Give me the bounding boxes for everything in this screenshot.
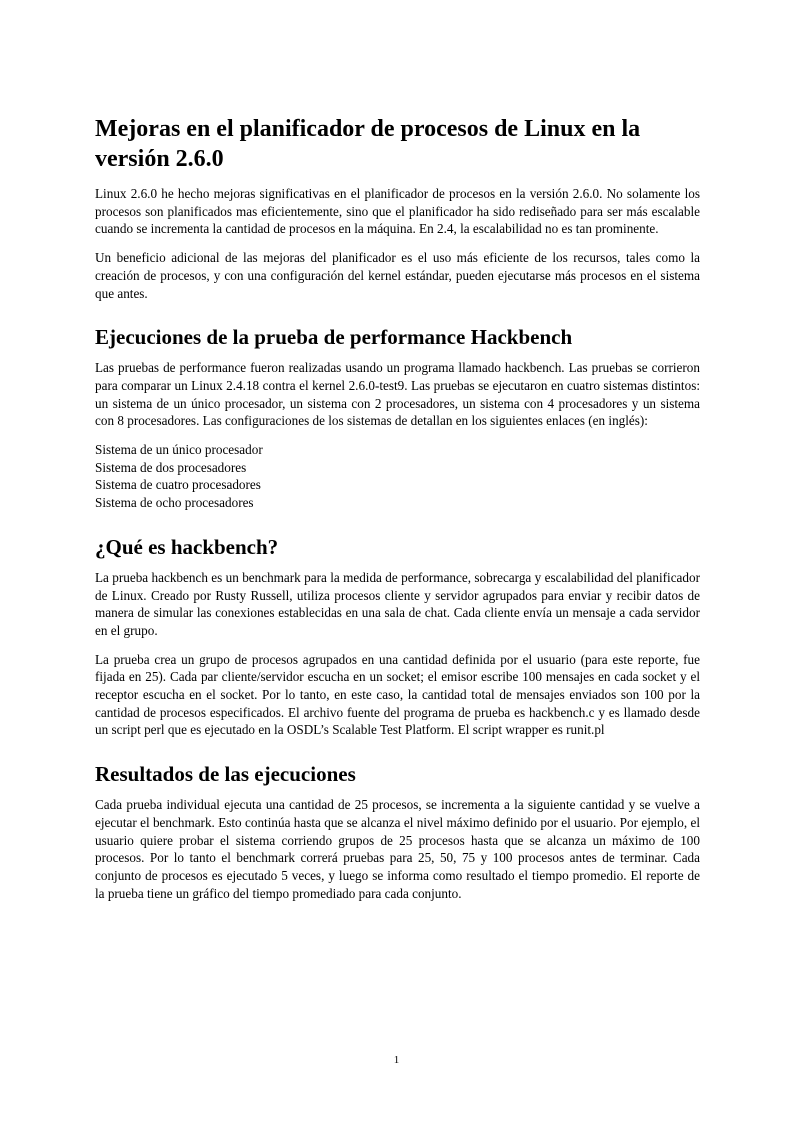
link-four-processors[interactable]: Sistema de cuatro procesadores — [95, 477, 261, 493]
section-paragraph: Las pruebas de performance fueron realizadas usando un programa llamado hackbench. Las pruebas se corrieron para comparar un Linux 2.4.18 contra el kernel 2.6.0-test9. Las pruebas se ejecutaron en cuatro sistemas distintos: un sistema de un único procesador, un sistema con 2 procesadores, un sistema con 4 procesadores y un sistema con 8 procesadores. Las configuraciones de los sistemas de detallan en los siguientes enlaces (en inglés): — [95, 360, 700, 429]
document-title: Mejoras en el planificador de procesos de Linux en la versión 2.6.0 — [95, 116, 641, 172]
link-eight-processors[interactable]: Sistema de ocho procesadores — [95, 495, 254, 511]
section-paragraph: La prueba crea un grupo de procesos agrupados en una cantidad definida por el usuario (para este reporte, fue fijada en 25). Cada par cliente/servidor escucha en un socket; el emisor escribe 100 mensajes en cada socket y el receptor escucha en el socket. Por lo tanto, en este caso, la cantidad total de mensajes enviados son 100 por la cantidad de procesos especificados. El archivo fuente del programa de prueba es hackbench.c y es llamado desde un script perl que es ejecutado en la OSDL’s Scalable Test Platform. El script wrapper es runit.pl — [95, 651, 700, 738]
system-links-list — [95, 441, 700, 512]
section-heading-what-is-hackbench: ¿Qué es hackbench? — [95, 534, 279, 559]
section-paragraph: Cada prueba individual ejecuta una cantidad de 25 procesos, se incrementa a la siguiente cantidad y se vuelve a ejecutar el benchmark. Esto continúa hasta que se alcanza el nivel máximo definido por el usuario. Por ejemplo, el usuario quiere probar el sistema corriendo grupos de 25 procesos hasta que se alcanza un máximo de 100 procesos. Por lo tanto el benchmark correrá pruebas para 25, 50, 75 y 100 procesos antes de terminar. Cada conjunto de procesos es ejecutado 5 veces, y luego se informa como resultado el tiempo promedio. El reporte de la prueba tiene un gráfico del tiempo promediado para cada conjunto. — [95, 797, 700, 901]
intro-paragraph-1: Linux 2.6.0 he hecho mejoras significativas en el planificador de procesos en la versión 2.6.0. No solamente los procesos son planificados mas eficientemente, sino que el planificador ha sido rediseñado para ser más escalable cuando se incrementa la cantidad de procesos en la máquina. En 2.4, la escalabilidad no es tan prominente. — [95, 186, 700, 237]
page-number: 1 — [393, 1054, 400, 1066]
section-heading-results: Resultados de las ejecuciones — [95, 762, 356, 787]
section-heading-hackbench-runs: Ejecuciones de la prueba de performance Hackbench — [95, 325, 573, 350]
link-two-processors[interactable]: Sistema de dos procesadores — [95, 459, 247, 475]
section-paragraph: La prueba hackbench es un benchmark para la medida de performance, sobrecarga y escalabilidad del planificador de Linux. Creado por Rusty Russell, utiliza procesos cliente y servidor agrupados para enviar y recibir datos de manera de simular las conexiones establecidas en una sala de chat. Cada cliente envía un mensaje a cada servidor en el grupo. — [95, 569, 700, 638]
intro-paragraph-2: Un beneficio adicional de las mejoras del planificador es el uso más eficiente de los recursos, tales como la creación de procesos, y con una configuración del kernel estándar, pueden ejecutarse más procesos en el sistema que antes. — [95, 250, 700, 301]
link-single-processor[interactable]: Sistema de un único procesador — [95, 442, 263, 458]
document-page — [95, 114, 700, 913]
